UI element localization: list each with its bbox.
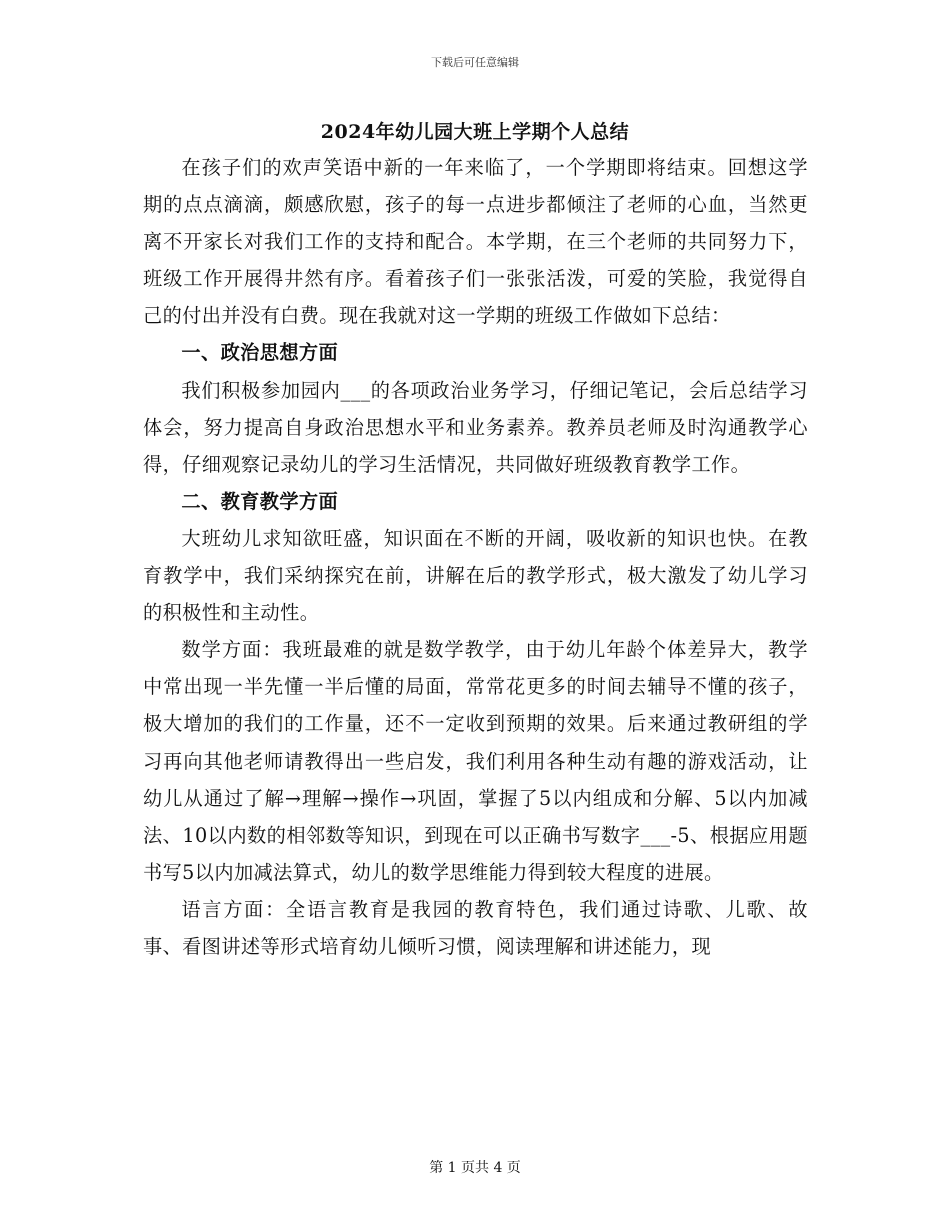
section-heading-education: 二、教育教学方面 — [181, 489, 339, 513]
document-body — [143, 149, 808, 965]
section-heading-politics: 一、政治思想方面 — [181, 341, 339, 365]
header-note: 下载后可任意编辑 — [431, 56, 519, 69]
page-number: 第 1 页共 4 页 — [429, 1160, 521, 1176]
language-paragraph: 语言方面：全语言教育是我园的教育特色，我们通过诗歌、儿歌、故事、看图讲述等形式培育幼儿倾听习惯，阅读理解和讲述能力，现 — [143, 897, 808, 958]
politics-paragraph: 我们积极参加园内___的各项政治业务学习，仔细记笔记，会后总结学习体会，努力提高自身政治思想水平和业务素养。教养员老师及时沟通教学心得，仔细观察记录幼儿的学习生活情况，共同做好班级教育教学工作。 — [143, 378, 808, 476]
math-paragraph: 数学方面：我班最难的就是数学教学，由于幼儿年龄个体差异大，教学中常出现一半先懂一半后懂的局面，常常花更多的时间去辅导不懂的孩子，极大增加的我们的工作量，还不一定收到预期的效果。后来通过教研组的学习再向其他老师请教得出一些启发，我们利用各种生动有趣的游戏活动，让幼儿从通过了解→理解→操作→巩固，掌握了5以内组成和分解、5以内加减法、10以内数的相邻数等知识，到现在可以正确书写数字___-5、根据应用题书写5以内加减法算式，幼儿的数学思维能力得到较大程度的进展。 — [143, 638, 808, 884]
intro-paragraph: 在孩子们的欢声笑语中新的一年来临了，一个学期即将结束。回想这学期的点点滴滴，颇感欣慰，孩子的每一点进步都倾注了老师的心血，当然更离不开家长对我们工作的支持和配合。本学期，在三个老师的共同努力下，班级工作开展得井然有序。看着孩子们一张张活泼，可爱的笑脸，我觉得自己的付出并没有白费。现在我就对这一学期的班级工作做如下总结： — [143, 156, 808, 328]
education-paragraph: 大班幼儿求知欲旺盛，知识面在不断的开阔，吸收新的知识也快。在教育教学中，我们采纳探究在前，讲解在后的教学形式，极大激发了幼儿学习的积极性和主动性。 — [143, 526, 808, 625]
document-title: 2024年幼儿园大班上学期个人总结 — [320, 121, 630, 143]
